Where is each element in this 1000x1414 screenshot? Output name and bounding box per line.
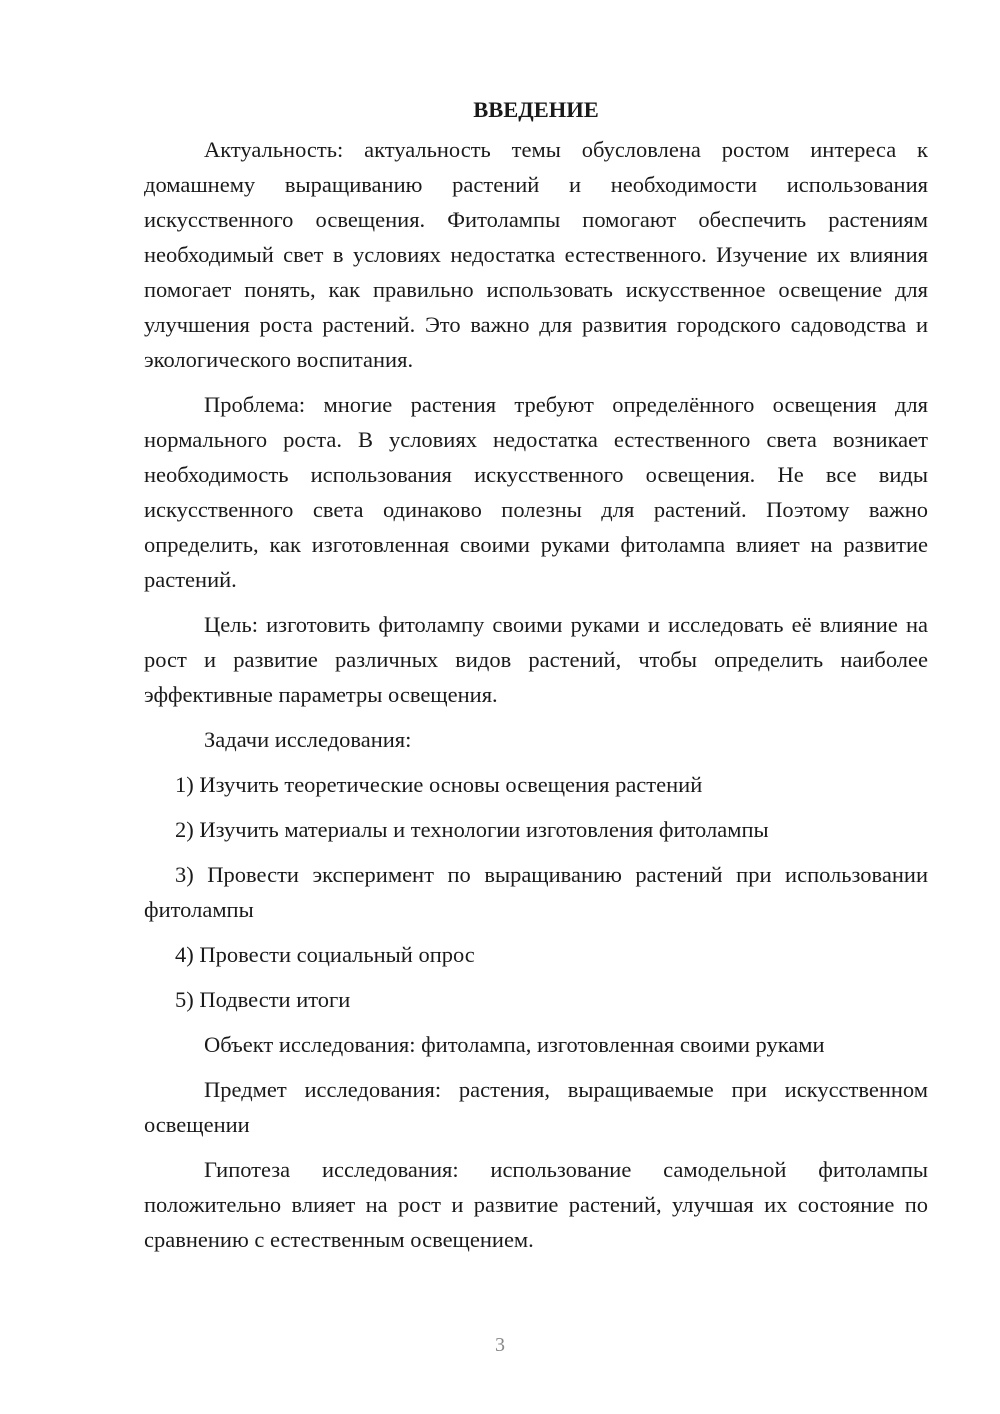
task-item-1: 1) Изучить теоретические основы освещения растений bbox=[175, 772, 703, 797]
task-item-3: 3) Провести эксперимент по выращиванию растений при использовании фитолампы bbox=[144, 862, 928, 922]
section-title: ВВЕДЕНИЕ bbox=[473, 97, 599, 122]
object-paragraph: Объект исследования: фитолампа, изготовленная своими руками bbox=[204, 1032, 825, 1057]
tasks-heading: Задачи исследования: bbox=[204, 727, 412, 752]
task-item-5: 5) Подвести итоги bbox=[175, 987, 351, 1012]
relevance-paragraph: Актуальность: актуальность темы обусловлена ростом интереса к домашнему выращиванию растений и необходимости использования искусственного освещения. Фитолампы помогают обеспечить растениям необходимый свет в условиях недостатка естественного. Изучение их влияния помогает понять, как правильно использовать искусственное освещение для улучшения роста растений. Это важно для развития городского садоводства и экологического воспитания. bbox=[144, 137, 928, 372]
task-item-4: 4) Провести социальный опрос bbox=[175, 942, 475, 967]
task-item-2: 2) Изучить материалы и технологии изготовления фитолампы bbox=[175, 817, 769, 842]
document-page bbox=[144, 92, 928, 1267]
subject-paragraph: Предмет исследования: растения, выращиваемые при искусственном освещении bbox=[144, 1077, 928, 1137]
page-number: 3 bbox=[495, 1334, 505, 1356]
problem-paragraph: Проблема: многие растения требуют определённого освещения для нормального роста. В условиях недостатка естественного света возникает необходимость использования искусственного освещения. Не все виды искусственного света одинаково полезны для растений. Поэтому важно определить, как изготовленная своими руками фитолампа влияет на развитие растений. bbox=[144, 392, 928, 592]
goal-paragraph: Цель: изготовить фитолампу своими руками и исследовать её влияние на рост и развитие различных видов растений, чтобы определить наиболее эффективные параметры освещения. bbox=[144, 612, 928, 707]
hypothesis-paragraph: Гипотеза исследования: использование самодельной фитолампы положительно влияет на рост и развитие растений, улучшая их состояние по сравнению с естественным освещением. bbox=[144, 1157, 928, 1252]
